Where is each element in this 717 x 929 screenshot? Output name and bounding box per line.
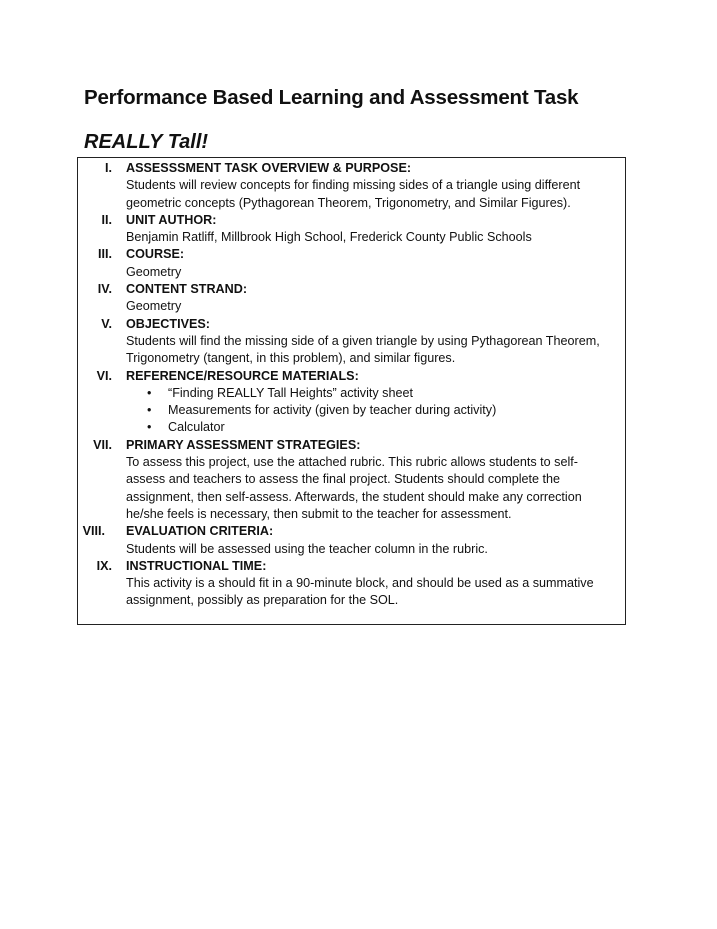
section-heading: OBJECTIVES: [126, 316, 210, 331]
document-subtitle: REALLY Tall! [84, 131, 209, 153]
bullet-icon: • [147, 420, 152, 435]
section-content-strand [78, 281, 625, 316]
section-body: Benjamin Ratliff, Millbrook High School, Frederick County Public Schools [126, 230, 532, 245]
section-numeral: VI. [96, 368, 112, 383]
section-heading: EVALUATION CRITERIA: [126, 524, 274, 539]
section-assessment-strategies [78, 437, 625, 523]
section-objectives [78, 316, 625, 368]
section-heading: ASSESSSMENT TASK OVERVIEW & PURPOSE: [126, 161, 412, 175]
section-resource-materials [78, 368, 625, 437]
section-numeral: IV. [97, 282, 112, 297]
bullet-icon: • [147, 403, 152, 418]
section-body: Students will find the missing side of a given triangle by using Pythagorean Theorem, Trigonometry (tangent, in this problem), and similar figures. [126, 333, 600, 366]
materials-list-item [126, 419, 625, 436]
section-body: Students will review concepts for finding missing sides of a triangle using different geometric concepts (Pythagorean Theorem, Trigonometry, and Similar Figures). [126, 178, 581, 210]
section-numeral: VIII. [82, 524, 105, 539]
section-numeral: I. [105, 161, 112, 175]
section-course [78, 246, 625, 281]
materials-list-item [126, 385, 625, 402]
section-numeral: VII. [93, 437, 112, 452]
section-heading: PRIMARY ASSESSMENT STRATEGIES: [126, 437, 361, 452]
materials-item-text: Measurements for activity (given by teacher during activity) [168, 403, 497, 418]
section-body: Geometry [126, 299, 182, 314]
section-body: To assess this project, use the attached rubric. This rubric allows students to self-assess and teachers to assess the final project. Students should complete the assignment, then self-assess. Afterwards, the student should make any correction he/she feels is necessary, then submit to the teacher for assessment. [126, 455, 582, 521]
section-body: Students will be assessed using the teacher column in the rubric. [126, 541, 488, 556]
section-overview [78, 160, 625, 212]
section-body: Geometry [126, 264, 182, 279]
materials-list [126, 385, 625, 437]
section-heading: REFERENCE/RESOURCE MATERIALS: [126, 368, 359, 383]
section-list [78, 160, 625, 610]
section-body: This activity is a should fit in a 90-minute block, and should be used as a summative assignment, possibly as preparation for the SOL. [126, 576, 594, 608]
section-numeral: V. [101, 316, 112, 331]
section-evaluation-criteria [78, 523, 625, 558]
section-numeral: IX. [96, 558, 112, 573]
document-title: Performance Based Learning and Assessment Task [84, 86, 579, 109]
section-numeral: II. [101, 212, 112, 227]
section-numeral: III. [98, 247, 112, 262]
materials-list-item [126, 402, 625, 419]
section-heading: COURSE: [126, 247, 185, 262]
section-heading: UNIT AUTHOR: [126, 212, 217, 227]
section-heading: CONTENT STRAND: [126, 282, 248, 297]
task-overview-box [77, 157, 626, 625]
materials-item-text: “Finding REALLY Tall Heights” activity sheet [168, 385, 413, 400]
bullet-icon: • [147, 385, 152, 400]
section-unit-author [78, 212, 625, 247]
materials-item-text: Calculator [168, 420, 225, 435]
section-heading: INSTRUCTIONAL TIME: [126, 558, 267, 573]
section-instructional-time [78, 558, 625, 610]
